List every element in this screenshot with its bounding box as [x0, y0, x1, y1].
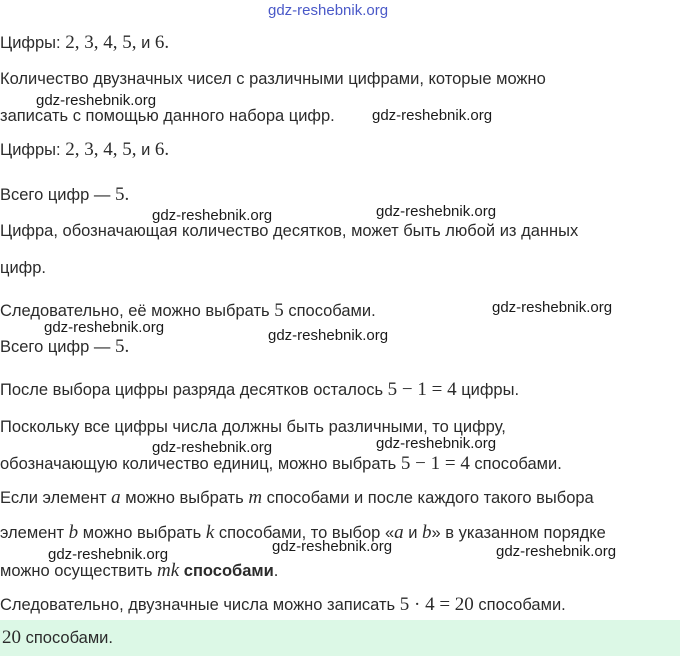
- watermark: gdz-reshebnik.org: [152, 439, 273, 456]
- rule-text: можно выбрать: [82, 524, 202, 542]
- total-digits-line: [0, 184, 129, 206]
- conclusion-text: Следовательно, двузначные числа можно записать: [0, 596, 396, 614]
- and-word: и: [141, 34, 151, 52]
- digits-line: [0, 139, 169, 161]
- variable-k: k: [205, 522, 215, 543]
- watermark: gdz-reshebnik.org: [376, 435, 497, 452]
- watermark: gdz-reshebnik.org: [36, 92, 157, 109]
- question-text: записать с помощью данного набора цифр.: [0, 107, 335, 125]
- watermark: gdz-reshebnik.org: [272, 538, 393, 555]
- digits-line: [0, 32, 169, 54]
- digits-label: Цифры:: [0, 141, 61, 159]
- period: .: [164, 32, 170, 53]
- digits-list: 2, 3, 4, 5,: [65, 139, 137, 160]
- expression-remaining: 5 − 1 = 4: [387, 379, 457, 400]
- watermark: gdz-reshebnik.org: [44, 319, 165, 336]
- rule-text: можно выбрать: [125, 489, 244, 507]
- variable-mk: mk: [157, 560, 180, 581]
- expression-units: 5 − 1 = 4: [400, 453, 470, 474]
- ways-word: способами.: [474, 455, 562, 473]
- number-five: 5: [114, 184, 125, 205]
- watermark: gdz-reshebnik.org: [152, 207, 273, 224]
- watermark: gdz-reshebnik.org: [268, 327, 389, 344]
- rule-line-1: [0, 487, 594, 509]
- watermark: gdz-reshebnik.org: [372, 107, 493, 124]
- rule-line-3: [0, 560, 278, 582]
- ways-word: способами.: [478, 596, 566, 614]
- watermark: gdz-reshebnik.org: [376, 203, 497, 220]
- rule-text: » в указанном порядке: [431, 524, 606, 542]
- after-tens-line: [0, 379, 519, 401]
- period: .: [124, 336, 130, 357]
- tens-line-2: цифр.: [0, 259, 47, 277]
- variable-a: a: [111, 487, 121, 508]
- units-line-1: Поскольку все цифры числа должны быть различными, то цифру,: [0, 418, 506, 436]
- number-five: 5: [114, 336, 125, 357]
- variable-b: b: [422, 522, 432, 543]
- digits-word: цифры.: [461, 381, 520, 399]
- total-digits-label: Всего цифр —: [0, 338, 111, 356]
- period: .: [273, 562, 279, 580]
- and-word: и: [141, 141, 151, 159]
- answer-text: способами.: [25, 629, 113, 647]
- answer-box: [0, 620, 680, 656]
- ways-word: способами.: [288, 302, 376, 320]
- watermark: gdz-reshebnik.org: [492, 299, 613, 316]
- rule-text: можно осуществить: [0, 562, 153, 580]
- digits-label: Цифры:: [0, 34, 61, 52]
- variable-b: b: [68, 522, 79, 543]
- digit-six: 6: [154, 139, 165, 160]
- rule-text: способами, то выбор «: [218, 524, 395, 542]
- rule-bold-text: способами: [183, 562, 274, 580]
- after-tens-text: После выбора цифры разряда десятков осталось: [0, 381, 384, 399]
- total-digits-line: [0, 336, 129, 358]
- watermark: gdz-reshebnik.org: [268, 2, 389, 19]
- rule-text: Если элемент: [0, 489, 107, 507]
- and-word: и: [408, 524, 418, 542]
- conclusion-line: [0, 594, 566, 616]
- period: .: [124, 184, 130, 205]
- variable-a: a: [394, 522, 404, 543]
- variable-m: m: [248, 487, 263, 508]
- question-line-1: Количество двузначных чисел с различными цифрами, которые можно: [0, 70, 546, 88]
- hence-tens-text: Следовательно, её можно выбрать: [0, 302, 270, 320]
- answer-line: [2, 627, 113, 649]
- question-line-2: [0, 105, 335, 127]
- units-text: обозначающую количество единиц, можно выбрать: [0, 455, 397, 473]
- rule-text: элемент: [0, 524, 65, 542]
- tens-line-1: Цифра, обозначающая количество десятков, может быть любой из данных: [0, 222, 579, 240]
- answer-number: 20: [2, 627, 21, 648]
- total-digits-label: Всего цифр —: [0, 186, 111, 204]
- number-five: 5: [274, 300, 284, 321]
- rule-text: способами и после каждого такого выбора: [266, 489, 594, 507]
- watermark: gdz-reshebnik.org: [496, 543, 617, 560]
- expression-product: 5 · 4 = 20: [399, 594, 474, 615]
- period: .: [164, 139, 170, 160]
- watermark: gdz-reshebnik.org: [48, 546, 169, 563]
- units-line-2: [0, 453, 562, 475]
- digits-list: 2, 3, 4, 5,: [65, 32, 137, 53]
- digit-six: 6: [154, 32, 165, 53]
